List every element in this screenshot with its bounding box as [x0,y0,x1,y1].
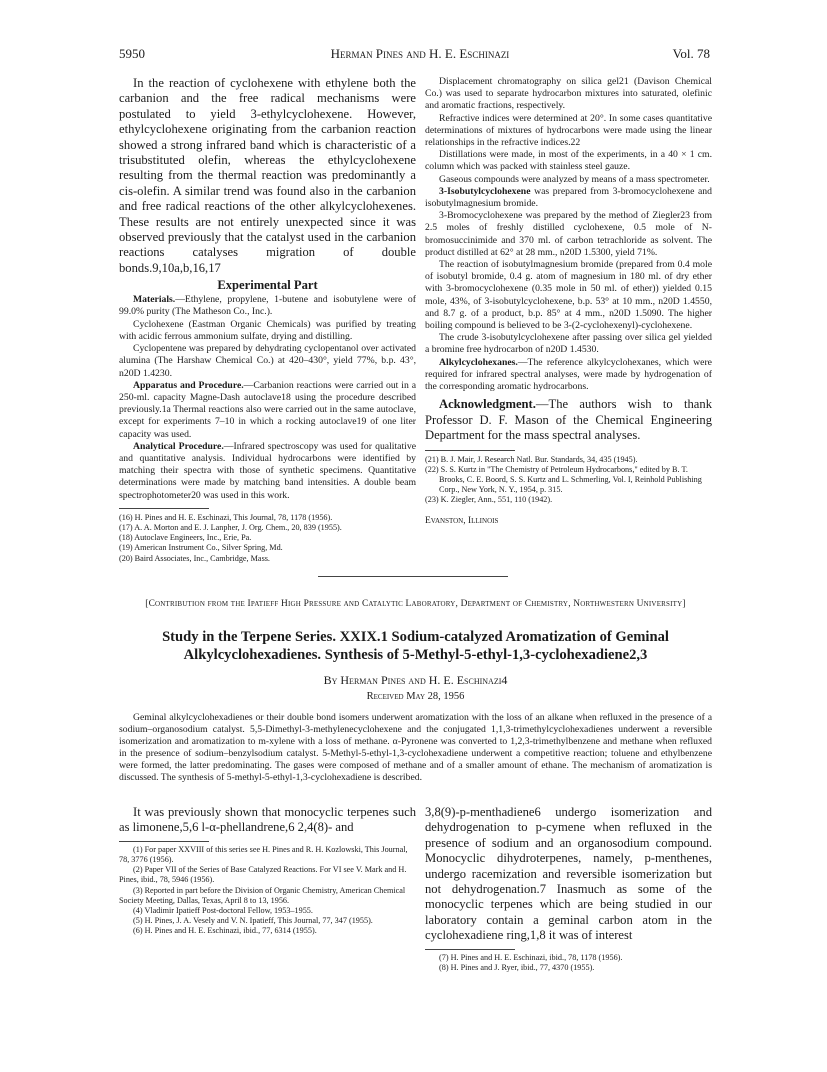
materials-heading: Materials. [133,294,176,306]
abstract-text: Geminal alkylcyclohexadienes or their double bond isomers underwent aromatization with the loss of an alkane when refluxed in the presence of a sodium–organosodium catalyst. 5,5-Dimethyl-3-methylenecyclohexene and the conjugated 1,1,3-trimethylcyclohexadienes underwent a reversible isomerization and aromatization to m-xylene with a loss of methane. α-Pyronene was converted to 1,2,3-trimethylbenzene and methane when refluxed in the presence of sodium–benzylsodium catalyst. 5-Methyl-5-ethyl-1,3-cyclohexadiene underwent a competitive reaction; toluene and ethylbenzene were formed, the latter predominating. The gases were composed of methane and of a smaller amount of ethane. The mechanism of aromatization is discussed. The synthesis of 5-methyl-5-ethyl-1,3-cyclohexadiene is described. [119,712,712,783]
footnote: (23) K. Ziegler, Ann., 551, 110 (1942). [425,495,553,505]
isobutyl-paragraph [425,186,712,210]
footnote: (17) A. A. Morton and E. J. Lanpher, J. Org. Chem., 20, 839 (1955). [119,522,342,532]
right-column [425,76,712,526]
chromatography-paragraph: Displacement chromatography on silica gel21 (Davison Chemical Co.) was used to separate hydrocarbon mixtures into saturated, olefinic and aromatic fractions, respectively. [425,76,712,112]
article-divider [318,576,508,577]
running-head-authors: Herman Pines and H. E. Eschinazi [330,46,510,61]
footnote-divider [119,841,209,842]
alkyl-paragraph [425,357,712,394]
isobutyl-heading: 3-Isobutylcyclohexene [439,185,531,197]
footnote: (18) Autoclave Engineers, Inc., Erie, Pa. [119,533,252,543]
analytical-text: —Infrared spectroscopy was used for qualitative and quantitative analysis. Individual hydrocarbons were identified by matching their spectra with those of synthetic specimens. Quantitative determinations were made by matching band intensities. A double beam spectrophotometer20 was used in this work. [119,440,416,501]
contribution-line: [Contribution from the Ipatieff High Pressure and Catalytic Laboratory, Department of Chemistry, Northwestern University] [145,599,686,609]
footnote: (7) H. Pines and H. E. Eschinazi, ibid., 78, 1178 (1956). [439,952,623,962]
footnote: (5) H. Pines, J. A. Vesely and V. N. Ipatieff, This Journal, 77, 347 (1955). [133,916,373,926]
footnote: (1) For paper XXVIII of this series see H. Pines and R. H. Kozlowski, This Journal, 78, 3776 (1956). [119,844,408,865]
footnotes-left-top [119,513,416,564]
cyclohexene-paragraph: Cyclohexene (Eastman Organic Chemicals) was purified by treating with acidic ferrous ammonium sulfate, drying and distilling. [119,318,416,342]
body-right-paragraph: 3,8(9)-p-menthadiene6 undergo isomerization and dehydrogenation to p-cymene when refluxed in the presence of sodium and an organosodium compound. Monocyclic dihydroterpenes, namely, p-menthenes, undergo racemization and reversible isomerization but not dehydrogenation.7 Inasmuch as some of the monocyclic terpenes which are being studied in our laboratory contain a geminal carbon atom in the cyclohexadiene ring,1,8 it was of interest [425,805,712,943]
gaseous-paragraph: Gaseous compounds were analyzed by means of a mass spectrometer. [439,173,710,185]
distillation-paragraph: Distillations were made, in most of the experiments, in a 40 × 1 cm. column which was packed with stainless steel gauze. [425,149,712,173]
apparatus-text: —Carbanion reactions were carried out in a 250-ml. capacity Magne-Dash autoclave18 using the procedure described previously.1a Thermal reactions also were carried out in the same autoclave, except for experiments 7–10 in which a rocking autoclave19 of one liter capacity was used. [119,379,416,440]
volume-label: Vol. 78 [672,46,710,61]
abstract [119,712,712,784]
article-title-line-2: Alkylcyclohexadienes. Synthesis of 5-Methyl-5-ethyl-1,3-cyclohexadiene2,3 [183,647,648,663]
footnote: (16) H. Pines and H. E. Eschinazi, This Journal, 78, 1178 (1956). [119,512,333,522]
alkyl-text: —The reference alkylcyclohexanes, which were required for infrared spectral analyses, were made by hydrogenation of the corresponding aromatic hydrocarbons. [425,356,712,393]
footnote: (4) Vladimir Ipatieff Post-doctoral Fellow, 1953–1955. [133,906,313,916]
acknowledgment-text: —The authors wish to thank Professor D. F. Mason of the Chemical Engineering Department for the mass spectral analyses. [425,397,712,443]
footnote: (8) H. Pines and J. Ryer, ibid., 77, 4370 (1955). [439,962,595,972]
analytical-paragraph [119,441,416,502]
footnotes-right-bottom [425,953,712,973]
materials-text: —Ethylene, propylene, 1-butene and isobutylene were of 99.0% purity (The Matheson Co., Inc.). [119,294,416,318]
body-left-column [119,805,416,937]
footnote: (6) H. Pines and H. E. Eschinazi, ibid., 77, 6314 (1955). [133,926,317,936]
body-left-paragraph: It was previously shown that monocyclic terpenes such as limonene,5,6 l-α-phellandrene,6 2,4(8)- and [119,805,416,835]
acknowledgment-heading: Acknowledgment. [439,397,536,412]
alkyl-heading: Alkylcyclohexanes. [439,356,518,368]
footnote: (19) American Instrument Co., Silver Spring, Md. [119,543,283,553]
analytical-heading: Analytical Procedure. [133,440,224,452]
bromo-paragraph: 3-Bromocyclohexene was prepared by the method of Ziegler23 from 2.5 moles of freshly distilled cyclohexene, 0.5 mole of N-bromosuccinimide and 370 ml. of carbon tetrachloride as solvent. The product distilled at 62° at 28 mm., n20D 1.5300, yield 71%. [425,210,712,258]
footnote-divider [425,450,515,451]
footnote: (21) B. J. Mair, J. Research Natl. Bur. Standards, 34, 435 (1945). [425,454,638,464]
intro-paragraph: In the reaction of cyclohexene with ethylene both the carbanion and the free radical mechanisms were postulated to yield 3-ethylcyclohexene. However, ethylcyclohexene originating from the carbanion reaction showed a strong infrared band which is characteristic of a trisubstituted olefin, whereas the ethylcyclohexene resulting from the thermal reaction was predominantly a cis-olefin. A similar trend was found also in the carbanion and free radical reactions of the other alkylcyclohexenes. These results are not entirely unexpected since it was observed previously that the catalyst used in the carbanion reactions catalyses migration of double bonds.9,10a,b,16,17 [119,76,416,275]
body-right-column [425,805,712,973]
article-title-line-1: Study in the Terpene Series. XXIX.1 Sodium-catalyzed Aromatization of Geminal [162,629,669,645]
apparatus-paragraph [119,380,416,441]
materials-paragraph [119,294,416,318]
section-heading-experimental: Experimental Part [217,278,318,293]
footnote: (22) S. S. Kurtz in "The Chemistry of Petroleum Hydrocarbons," edited by B. T. Brooks, C. E. Boord, S. S. Kurtz and L. Schmerling, Vol. I, Reinhold Publishing Corp., New York, N. Y., 1954, p. 315. [425,464,702,495]
footnote: (3) Reported in part before the Division of Organic Chemistry, American Chemical Society Meeting, Dallas, Texas, April 8 to 13, 1956. [119,885,406,905]
acknowledgment-paragraph [425,397,712,443]
reaction-paragraph: The reaction of isobutylmagnesium bromide (prepared from 0.4 mole of isobutyl bromide, 0.4 g. atom of magnesium in 180 ml. of dry ether with 3-bromocyclohexene (0.35 mole in 50 ml. of ether)) yielded 0.15 mole, 43%, of 3-isobutylcyclohexene, b.p. 53° at 10 mm., n20D 1.4550, and 8.7 g. of a product, b.p. 85° at 4 mm., n20D 1.5090. The higher boiling compound is believed to be 3-(2-cyclohexenyl)-cyclohexene. [425,259,712,332]
footnote-divider [119,508,209,509]
byline: By Herman Pines and H. E. Eschinazi4 [323,673,508,687]
location-line: Evanston, Illinois [425,515,499,526]
footnotes-left-bottom [119,845,416,937]
apparatus-heading: Apparatus and Procedure. [133,379,244,391]
article-title [110,628,721,664]
footnote: (2) Paper VII of the Series of Base Catalyzed Reactions. For VI see V. Mark and H. Pines, ibid., 78, 5946 (1956). [119,865,407,885]
received-date: Received May 28, 1956 [366,691,465,702]
cyclopentene-paragraph: Cyclopentene was prepared by dehydrating cyclopentanol over activated alumina (The Harshaw Chemical Co.) at 420–430°, yield 77%, b.p. 43°, n20D 1.4230. [119,343,416,379]
page-number: 5950 [119,46,145,61]
footnote: (20) Baird Associates, Inc., Cambridge, Mass. [119,553,270,563]
footnote-divider [425,949,515,950]
refractive-paragraph: Refractive indices were determined at 20°. In some cases quantitative determinations of mixtures of hydrocarbons were made using the linear relationships in the refractive indices.22 [425,112,712,149]
isobutyl-text: was prepared from 3-bromocyclohexene and isobutylmagnesium bromide. [425,185,712,210]
footnotes-right-top [425,455,712,506]
crude-paragraph: The crude 3-isobutylcyclohexene after passing over silica gel yielded a bromine free hydrocarbon of n20D 1.4530. [425,332,712,356]
left-column [119,76,416,564]
